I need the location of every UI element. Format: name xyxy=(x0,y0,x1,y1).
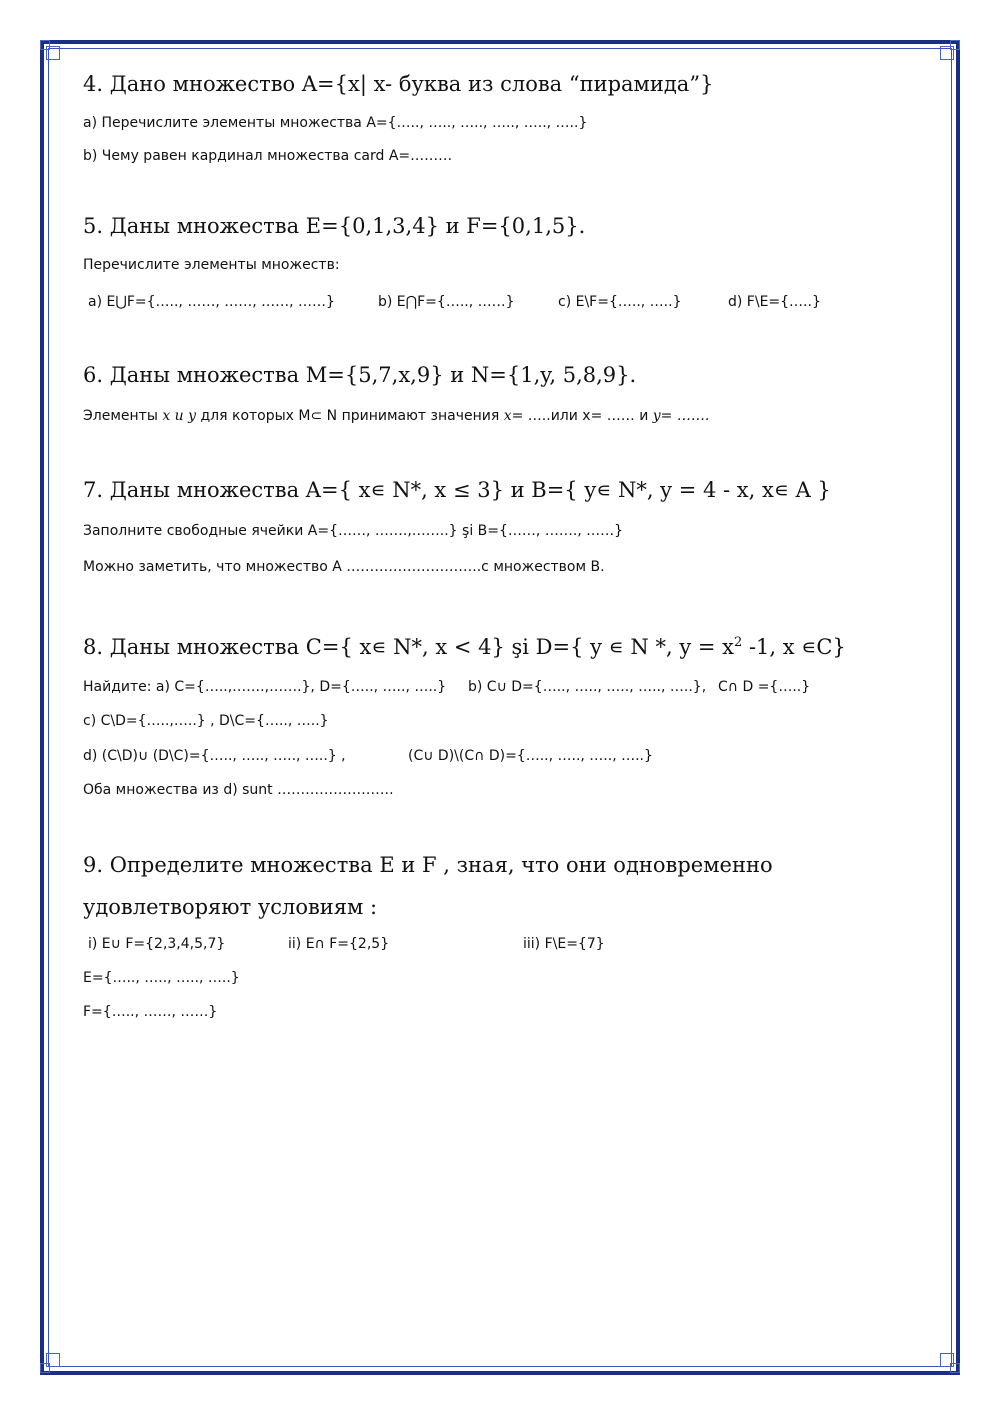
problem-8-find-c: C∩ D ={…..} xyxy=(718,679,811,695)
problem-6-text-or: …..или x= …… и xyxy=(527,408,653,424)
problem-8-part-d-1: d) (C\D)∪ (D\C)={….., ….., ….., …..} , xyxy=(83,748,346,764)
problem-6-title: 6. Даны множества M={5,7,x,9} и N={1,y, 5,8,9}. xyxy=(83,363,637,387)
problem-9-condition-i: i) E∪ F={2,3,4,5,7} xyxy=(88,936,226,952)
problem-9-set-e: E={….., ….., ….., …..} xyxy=(83,970,240,986)
problem-8-part-d-2: (C∪ D)\(C∩ D)={….., ….., ….., …..} xyxy=(408,748,653,764)
problem-5-intro: Перечислите элементы множеств: xyxy=(83,257,340,273)
problem-8-title xyxy=(83,635,846,659)
problem-6-text-start: Элементы xyxy=(83,408,163,424)
problem-8-title-start: 8. Даны множества C={ x∊ N*, x < 4} şi D={ y ∊ N *, y = x xyxy=(83,635,734,659)
corner-ornament-top-left xyxy=(40,40,62,62)
problem-8-find-a: Найдите: a) C={…..,…….,…….}, D={….., ….., …..} xyxy=(83,679,447,695)
problem-9-title-line-1: 9. Определите множества E и F , зная, что они одновременно xyxy=(83,853,773,877)
problem-4-part-b: b) Чему равен кардинал множества card A=……… xyxy=(83,148,453,164)
corner-ornament-bottom-left xyxy=(40,1351,62,1373)
problem-5-title: 5. Даны множества E={0,1,3,4} и F={0,1,5}. xyxy=(83,214,586,238)
problem-8-title-end: -1, x ∊C} xyxy=(742,635,846,659)
problem-7-title: 7. Даны множества A={ x∊ N*, x ≤ 3} и B={ y∊ N*, y = 4 - x, x∊ A } xyxy=(83,478,831,502)
problem-8-find-b: b) C∪ D={….., ….., ….., ….., …..}, xyxy=(468,679,707,695)
problem-4-part-a: a) Перечислите элементы множества A={….., ….., ….., ….., ….., …..} xyxy=(83,115,588,131)
problem-7-fill: Заполните свободные ячейки A={……, …….,……..} şi B={……, ……., ……} xyxy=(83,523,624,539)
problem-8-part-c: c) C\D={…..,…..} , D\C={….., …..} xyxy=(83,713,329,729)
problem-5-part-a: a) E⋃F={….., ……, ……, ……, ……} xyxy=(88,294,335,310)
problem-5-part-c: c) E\F={….., …..} xyxy=(558,294,682,310)
problem-4-title: 4. Дано множество A={x| x- буква из слова “пирамида”} xyxy=(83,72,714,96)
problem-8-title-exponent: 2 xyxy=(734,635,743,650)
problem-9-set-f: F={….., ……, ……} xyxy=(83,1004,218,1020)
problem-6-var-x: x= xyxy=(503,408,528,424)
problem-5-part-d: d) F\E={…..} xyxy=(728,294,821,310)
corner-ornament-bottom-right xyxy=(938,1351,960,1373)
problem-5-part-b: b) E⋂F={….., ……} xyxy=(378,294,515,310)
problem-9-title-line-2: удовлетворяют условиям : xyxy=(83,895,378,919)
problem-6-var-xy: x и y xyxy=(162,408,201,424)
problem-9-condition-iii: iii) F\E={7} xyxy=(523,936,605,952)
problem-7-note: Можно заметить, что множество A ………………………..с множеством B. xyxy=(83,559,605,575)
problem-6-text-mid: для которых M⊂ N принимают значения xyxy=(200,408,504,424)
problem-9-condition-ii: ii) E∩ F={2,5} xyxy=(288,936,390,952)
corner-ornament-top-right xyxy=(938,40,960,62)
problem-8-conclusion: Оба множества из d) sunt ……………………. xyxy=(83,782,394,798)
problem-6-condition xyxy=(83,408,709,424)
page-border-inner xyxy=(48,48,952,1367)
problem-6-var-y: y= ……. xyxy=(652,408,710,424)
